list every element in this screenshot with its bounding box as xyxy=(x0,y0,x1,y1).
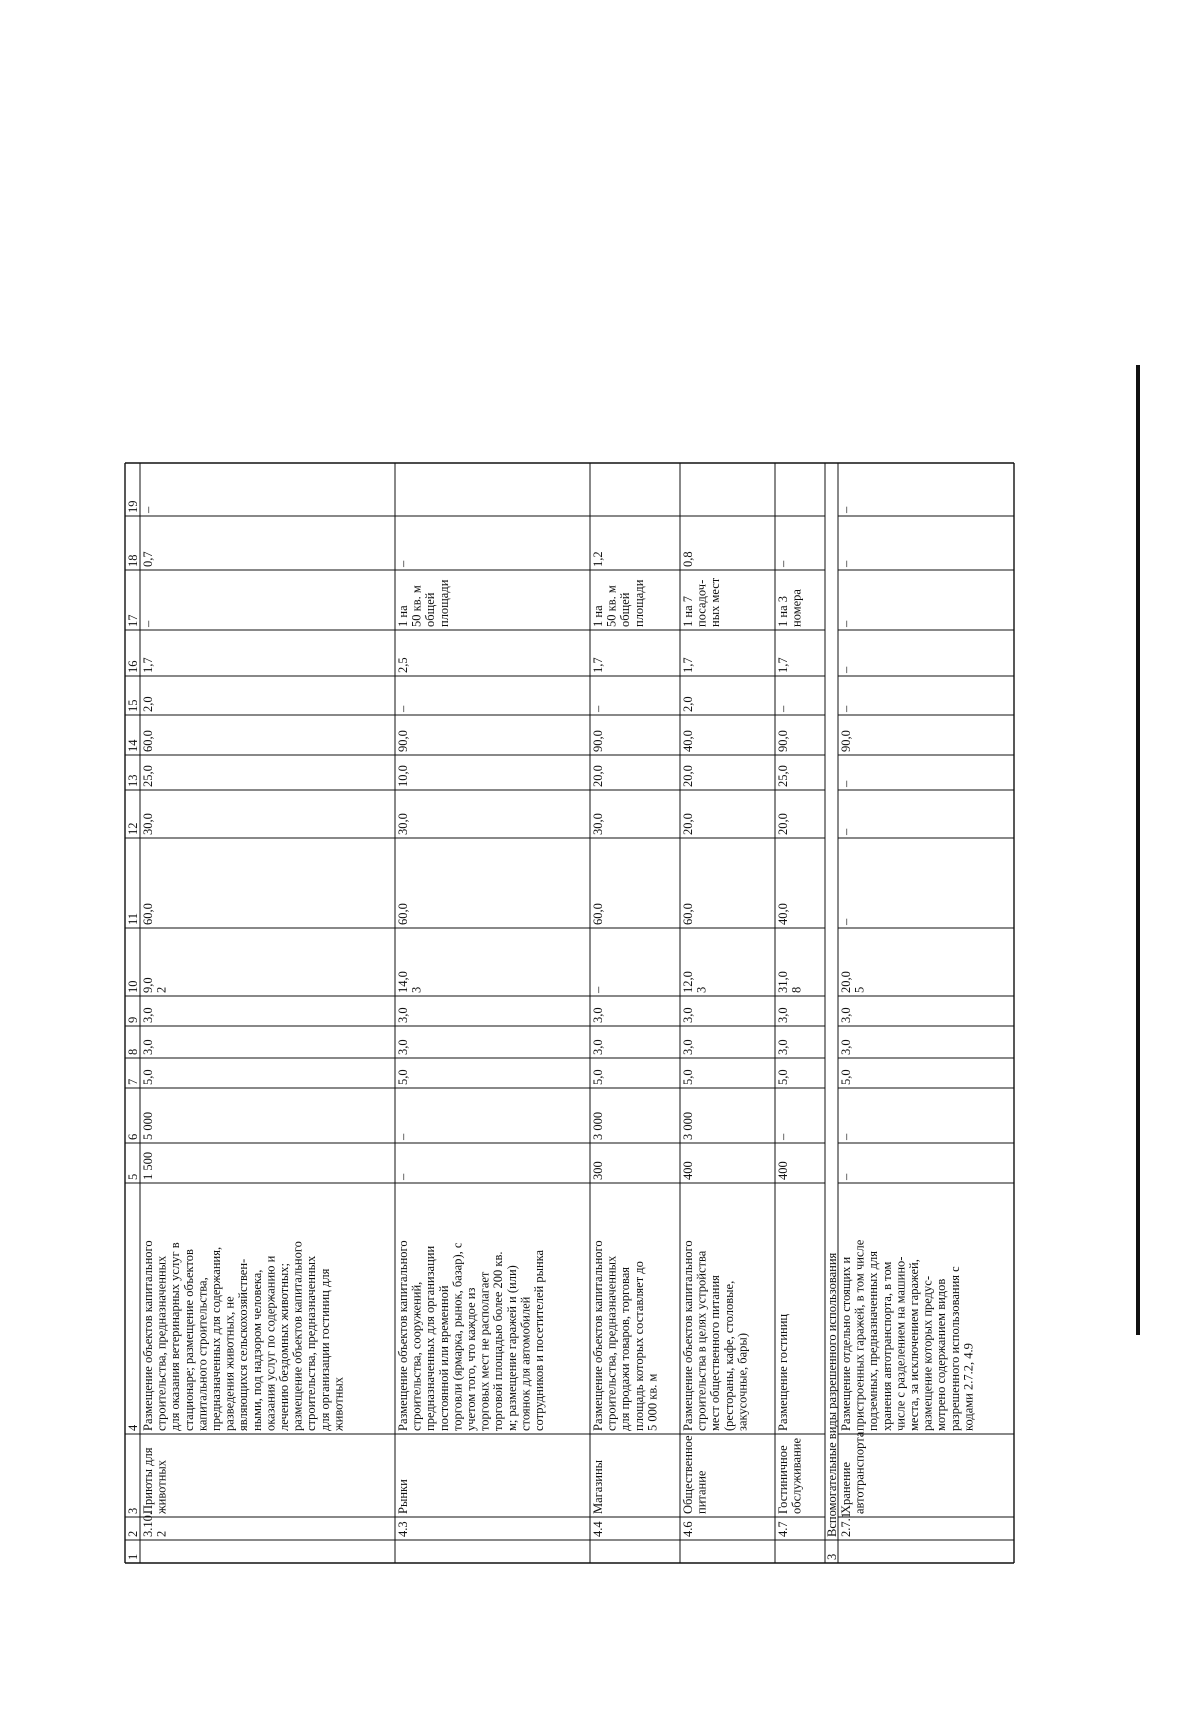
cell-c10: 3 xyxy=(409,986,424,993)
cell-desc: для оказания ветеринарных услуг в xyxy=(168,1242,183,1431)
cell-c6: 3 000 xyxy=(681,1111,695,1140)
cell-c13: 25,0 xyxy=(776,765,790,787)
cell-c14: 90,0 xyxy=(839,730,853,752)
cell-c12: 30,0 xyxy=(141,813,155,835)
cell-desc: строительства, сооружений, xyxy=(409,1281,424,1431)
cell-c10: – xyxy=(591,986,605,993)
cell-c15: – xyxy=(776,705,790,712)
cell-c13: – xyxy=(839,780,853,787)
cell-c9: 3,0 xyxy=(776,1007,790,1023)
cell-c5: 400 xyxy=(776,1161,790,1180)
cell-c6: – xyxy=(839,1133,853,1140)
cell-c6: – xyxy=(396,1133,410,1140)
cell-c7: 5,0 xyxy=(839,1069,853,1085)
cell-desc: разведения животных, не xyxy=(222,1296,237,1431)
cell-c10: 8 xyxy=(789,986,804,993)
column-header: 12 xyxy=(126,822,140,835)
cell-c19: – xyxy=(839,506,853,513)
cell-desc: (рестораны, кафе, столовые, xyxy=(721,1280,736,1431)
cell-c14: 60,0 xyxy=(141,730,155,752)
cell-c18: – xyxy=(396,560,410,567)
cell-c15: – xyxy=(396,705,410,712)
cell-desc: строительства, предназначенных xyxy=(304,1255,319,1431)
cell-desc: размещение объектов капитального xyxy=(290,1241,305,1431)
cell-c15: – xyxy=(839,705,853,712)
cell-c16: 1,7 xyxy=(681,657,695,673)
cell-code: 4.7 xyxy=(776,1521,790,1537)
cell-c12: 20,0 xyxy=(776,813,790,835)
cell-c15: 2,0 xyxy=(681,696,695,712)
cell-c8: 3,0 xyxy=(591,1039,605,1055)
column-header: 3 xyxy=(126,1507,140,1514)
cell-c16: 2,5 xyxy=(396,657,410,673)
column-header: 13 xyxy=(126,774,140,787)
cell-c7: 5,0 xyxy=(776,1069,790,1085)
cell-c10: 20,0 xyxy=(839,971,853,993)
cell-c18: 1,2 xyxy=(591,551,605,567)
cell-c10: 3 xyxy=(694,986,709,993)
cell-desc: Размещение объектов капитального xyxy=(141,1240,155,1431)
cell-name: животных xyxy=(154,1459,169,1514)
column-header: 7 xyxy=(126,1078,140,1085)
cell-desc: закусочные, бары) xyxy=(735,1333,750,1431)
cell-desc: Размещение гостиниц xyxy=(776,1313,790,1431)
cell-c6: 5 000 xyxy=(141,1111,155,1140)
cell-c5: 1 500 xyxy=(141,1151,155,1180)
cell-desc: строительства, предназначенных xyxy=(154,1255,169,1431)
cell-desc: числе с разделением на машино- xyxy=(893,1256,908,1431)
cell-desc: стоянок для автомобилей xyxy=(518,1296,533,1431)
column-header: 16 xyxy=(126,660,140,673)
cell-c6: 3 000 xyxy=(591,1111,605,1140)
cell-name: Хранение xyxy=(839,1462,853,1514)
cell-desc: предназначенных для содержания, xyxy=(209,1246,223,1431)
cell-desc: постоянной или временной xyxy=(436,1285,451,1431)
cell-c10: 9,0 xyxy=(141,977,155,993)
cell-desc: Размещение отдельно стоящих и xyxy=(839,1256,853,1431)
cell-c9: 3,0 xyxy=(141,1007,155,1023)
cell-desc: торговой площадью более 200 кв. xyxy=(491,1251,506,1431)
cell-c8: 3,0 xyxy=(141,1039,155,1055)
cell-c18: 0,7 xyxy=(141,551,155,567)
cell-name: Магазины xyxy=(591,1459,605,1514)
cell-c5: – xyxy=(839,1173,853,1180)
column-header: 6 xyxy=(126,1133,140,1140)
cell-desc: торговли (ярмарка, рынок, базар), с xyxy=(450,1242,465,1431)
column-header: 19 xyxy=(126,500,140,513)
cell-c10: 12,0 xyxy=(681,971,695,993)
cell-name: питание xyxy=(694,1470,709,1514)
cell-c13: 10,0 xyxy=(396,765,410,787)
cell-c15: 2,0 xyxy=(141,696,155,712)
cell-c10: 5 xyxy=(852,986,867,993)
cell-c9: 3,0 xyxy=(396,1007,410,1023)
cell-c17: общей xyxy=(423,592,438,627)
cell-desc: подземных, предназначенных для xyxy=(866,1250,881,1431)
cell-c7: 5,0 xyxy=(141,1069,155,1085)
cell-c7: 5,0 xyxy=(681,1069,695,1085)
cell-c17: 50 кв. м xyxy=(409,585,424,627)
cell-c12: 30,0 xyxy=(396,813,410,835)
cell-c8: 3,0 xyxy=(776,1039,790,1055)
cell-name: автотранспорта xyxy=(852,1431,867,1514)
cell-name: Общественное xyxy=(681,1435,695,1514)
cell-c18: – xyxy=(776,560,790,567)
cell-c11: – xyxy=(839,918,853,925)
cell-desc: предназначенных для организации xyxy=(423,1245,438,1431)
cell-c12: – xyxy=(839,828,853,835)
cell-c8: 3,0 xyxy=(396,1039,410,1055)
cell-name: обслуживание xyxy=(789,1437,804,1514)
cell-desc: Размещение объектов капитального xyxy=(396,1240,410,1431)
cell-desc: кодами 2.7.2, 4.9 xyxy=(961,1343,976,1431)
cell-c13: 20,0 xyxy=(591,765,605,787)
cell-desc: Размещение объектов капитального xyxy=(681,1240,695,1431)
cell-code: 2.7.1 xyxy=(839,1512,853,1537)
cell-c16: 1,7 xyxy=(776,657,790,673)
cell-c11: 60,0 xyxy=(681,903,695,925)
cell-c17: 1 на 7 xyxy=(681,596,695,627)
section-title: Вспомогательные виды разрешенного использования xyxy=(825,1252,839,1537)
cell-desc: разрешенного использования с xyxy=(947,1266,962,1431)
cell-code: 2 xyxy=(154,1530,169,1537)
cell-c10: 2 xyxy=(154,986,169,993)
cell-desc: сотрудников и посетителей рынка xyxy=(532,1249,546,1431)
column-header: 10 xyxy=(126,980,140,993)
cell-c16: – xyxy=(839,666,853,673)
cell-c8: 3,0 xyxy=(681,1039,695,1055)
cell-desc: мотрено содержанием видов xyxy=(934,1278,949,1431)
cell-desc: строительства, предназначенных xyxy=(604,1255,619,1431)
cell-c6: – xyxy=(776,1133,790,1140)
cell-c17: 50 кв. м xyxy=(604,585,619,627)
cell-desc: хранения автотранспорта, в том xyxy=(879,1261,894,1431)
cell-c16: 1,7 xyxy=(141,657,155,673)
cell-c5: 300 xyxy=(591,1161,605,1180)
cell-desc: животных xyxy=(331,1376,346,1431)
cell-desc: учетом того, что каждое из xyxy=(464,1287,478,1431)
cell-desc: стационаре; размещение объектов xyxy=(181,1249,196,1431)
cell-code: 4.6 xyxy=(681,1521,695,1537)
cell-c11: 60,0 xyxy=(396,903,410,925)
cell-name: Рынки xyxy=(396,1479,410,1514)
cell-c12: 30,0 xyxy=(591,813,605,835)
cell-desc: оказания услуг по содержанию и xyxy=(263,1255,278,1431)
cell-c7: 5,0 xyxy=(396,1069,410,1085)
cell-c14: 40,0 xyxy=(681,730,695,752)
cell-c15: – xyxy=(591,705,605,712)
column-header: 17 xyxy=(126,614,140,627)
cell-c18: – xyxy=(839,560,853,567)
cell-c5: – xyxy=(396,1173,410,1180)
column-header: 5 xyxy=(126,1173,140,1180)
column-header: 14 xyxy=(126,739,140,752)
cell-desc: торговых мест не располагает xyxy=(477,1271,492,1431)
cell-c17: площади xyxy=(631,579,646,627)
cell-c17: 1 на 3 xyxy=(776,596,790,627)
cell-c10: 14,0 xyxy=(396,971,410,993)
cell-c17: посадоч- xyxy=(694,579,709,627)
cell-name: Гостиничное xyxy=(776,1445,790,1514)
cell-c17: общей xyxy=(618,592,633,627)
cell-desc: капитального строительства, xyxy=(195,1277,210,1431)
column-header: 2 xyxy=(126,1530,140,1537)
cell-c14: 90,0 xyxy=(591,730,605,752)
cell-desc: Размещение объектов капитального xyxy=(591,1240,605,1431)
cell-c17: 1 на xyxy=(396,605,410,627)
cell-desc: ными, под надзором человека, xyxy=(249,1269,264,1431)
column-header: 11 xyxy=(126,912,140,925)
column-header: 8 xyxy=(126,1048,140,1055)
cell-c13: 20,0 xyxy=(681,765,695,787)
cell-c5: 400 xyxy=(681,1161,695,1180)
section-number: 3 xyxy=(825,1553,839,1560)
column-header: 18 xyxy=(126,554,140,567)
cell-desc: для продажи товаров, торговая xyxy=(618,1266,633,1431)
cell-c18: 0,8 xyxy=(681,551,695,567)
cell-code: 4.4 xyxy=(591,1521,605,1537)
cell-desc: для организации гостиниц для xyxy=(317,1268,332,1431)
cell-c12: 20,0 xyxy=(681,813,695,835)
cell-c14: 90,0 xyxy=(776,730,790,752)
cell-c13: 25,0 xyxy=(141,765,155,787)
cell-c17: 1 на xyxy=(591,605,605,627)
cell-c9: 3,0 xyxy=(591,1007,605,1023)
cell-c16: 1,7 xyxy=(591,657,605,673)
cell-c14: 90,0 xyxy=(396,730,410,752)
cell-c11: 40,0 xyxy=(776,903,790,925)
cell-c11: 60,0 xyxy=(141,903,155,925)
cell-desc: места, за исключением гаражей, xyxy=(907,1259,921,1431)
cell-name: Приюты для xyxy=(141,1447,155,1514)
cell-code: 3.10. xyxy=(141,1512,155,1537)
cell-c9: 3,0 xyxy=(839,1007,853,1023)
cell-c17: – xyxy=(839,620,853,627)
cell-c17: ных мест xyxy=(708,577,723,627)
cell-desc: м; размещение гаражей и (или) xyxy=(504,1265,519,1431)
cell-desc: лечению бездомных животных; xyxy=(277,1262,291,1431)
cell-desc: являющихся сельскохозяйствен- xyxy=(236,1258,251,1431)
cell-c17: площади xyxy=(436,579,451,627)
cell-c17: – xyxy=(141,620,155,627)
cell-c11: 60,0 xyxy=(591,903,605,925)
cell-desc: пристроенных гаражей, в том числе xyxy=(852,1239,867,1431)
cell-c7: 5,0 xyxy=(591,1069,605,1085)
cell-desc: строительства в целях устройства xyxy=(694,1250,709,1431)
cell-desc: мест общественного питания xyxy=(708,1275,723,1431)
column-header: 9 xyxy=(126,1016,140,1023)
cell-c10: 31,0 xyxy=(776,971,790,993)
cell-desc: площадь которых составляет до xyxy=(631,1261,646,1431)
cell-c9: 3,0 xyxy=(681,1007,695,1023)
column-header: 4 xyxy=(126,1424,140,1431)
cell-c17: номера xyxy=(789,589,804,627)
cell-code: 4.3 xyxy=(396,1521,410,1537)
column-header: 15 xyxy=(126,699,140,712)
cell-c8: 3,0 xyxy=(839,1039,853,1055)
cell-c19: – xyxy=(141,506,155,513)
cell-desc: 5 000 кв. м xyxy=(645,1373,660,1431)
cell-desc: размещение которых предус- xyxy=(920,1276,935,1431)
column-header: 1 xyxy=(126,1553,140,1560)
